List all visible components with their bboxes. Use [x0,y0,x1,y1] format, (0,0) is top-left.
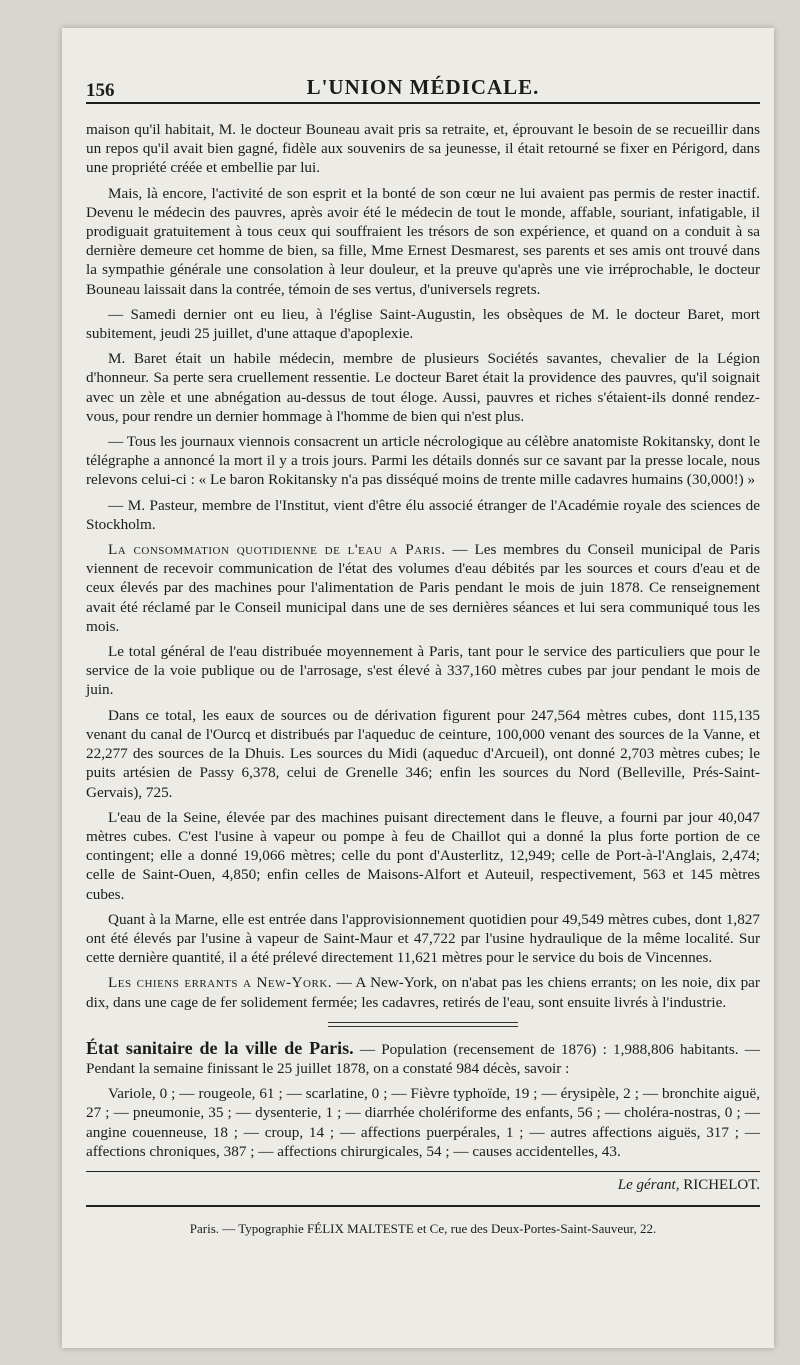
gerant-label: Le gérant, [617,1176,680,1193]
page-header [86,72,760,104]
paragraph-chiens [86,973,760,1011]
gerant-name: RICHELOT. [679,1176,760,1193]
journal-title: L'UNION MÉDICALE. [306,75,540,99]
paragraph-baret-2: M. Baret était un habile médecin, membre de plusieurs Sociétés savantes, chevalier de la Légion d'honneur. Sa perte sera cruellement ressentie. Le docteur Baret était la providence des pauvres, qu'il soignait avec un zèle et une abnégation au-dessus de tout éloge. Aussi, pauvres et riches s'étaient-ils donné rendez-vous, pour rendre un dernier hommage à l'homme de bien qui n'est plus. [86,350,760,425]
printer-line: Paris. — Typographie FÉLIX MALTESTE et Ce, rue des Deux-Portes-Saint-Sauveur, 22. [189,1221,657,1237]
paragraph-etat-sanitaire [86,1039,760,1078]
paragraph-eau-marne: Quant à la Marne, elle est entrée dans l'approvisionnement quotidien pour 49,549 mètres cubes, dont 1,827 ont été élevés par l'usine à vapeur de Saint-Maur et 47,722 par l'usine hydraulique de la même localité. Sur cette dernière quantité, il a été prélevé directement 11,621 mètres pour le service du bois de Vincennes. [86,910,760,967]
paragraph-baret-1: — Samedi dernier ont eu lieu, à l'église Saint-Augustin, les obsèques de M. le docteur Baret, mort subitement, jeudi 25 juillet, d'une attaque d'apoplexie. [86,305,760,343]
paragraph-eau-text: — Les membres du Conseil municipal de Paris viennent de recevoir communication de l'état des volumes d'eau débités par les sources et cours d'eau et de ceux élevés par des machines pour l'alimentation de Paris pendant le mois de juin 1878. Ce renseignement avait été réclamé par le Conseil municipal dans une de ses dernières séances et lui sera communiqué tous les mois. [86,541,760,635]
article-body [86,120,760,1238]
bottom-rule [86,1171,760,1172]
paragraph-eau-seine: L'eau de la Seine, élevée par des machines puisant directement dans le fleuve, a fourni par jour 40,047 mètres cubes. C'est l'usine à vapeur ou pompe à feu de Chaillot qui a donné la plus forte portion de ce contingent; elle a donné 19,066 mètres; celle du pont d'Austerlitz, 12,949; celle de Port-à-l'Anglais, 2,474; celle de Saint-Ouen, 4,850; enfin celles de Maisons-Alfort et Auteuil, respectivement, 563 et 145 mètres cubes. [86,808,760,903]
page-number: 156 [86,80,115,101]
section-title-chiens: Les chiens errants a New-York. [108,974,333,992]
document-page [62,28,774,1348]
paragraph-eau-total: Le total général de l'eau distribuée moyennement à Paris, tant pour le service des particuliers que pour le service de la voie publique ou de l'arrosage, s'est élevé à 337,160 mètres cubes par jour pendant le mois de juin. [86,643,760,699]
section-title-eau: La consommation quotidienne de l'eau a Paris. [108,541,446,559]
paragraph-pasteur: — M. Pasteur, membre de l'Institut, vient d'être élu associé étranger de l'Académie royale des sciences de Stockholm. [86,496,760,533]
footer-rule [86,1205,760,1207]
gerant-signature [86,1176,760,1195]
paragraph-chiens-text: — A New-York, on n'abat pas les chiens errants; on les noie, dix par dix, dans une cage de fer solidement fermée; les cadavres, retirés de l'eau, sont ensuite livrés à l'industrie. [86,974,760,1011]
etat-list: Variole, 0 ; — rougeole, 61 ; — scarlatine, 0 ; — Fièvre typhoïde, 19 ; — érysipèle, 2 ; — bronchite aiguë, 27 ; — pneumonie, 35 ; — dysenterie, 1 ; — diarrhée cholériforme des enfants, 56 ; — choléra-nostras, 0 ; — angine couenneuse, 18 ; — croup, 14 ; — affections puerpérales, 1 ; — autres affections aiguës, 317 ; — affections chroniques, 387 ; — affections chirurgicales, 54 ; — causes accidentelles, 43. [86,1085,760,1160]
paragraph-bouneau-2: Mais, là encore, l'activité de son esprit et la bonté de son cœur ne lui avaient pas permis de rester inactif. Devenu le médecin des pauvres, après avoir été le médecin de tout le monde, affable, souriant, infatigable, il prodiguait gratuitement à tous ceux qui souffraient les trésors de son expérience, et quand on a conduit à sa dernière demeure cet homme de bien, sa fille, Mme Ernest Desmarest, ses parents et ses amis ont trouvé dans la sympathie générale une consolation à leur douleur, et la preuve qu'après une vie irréprochable, le docteur Bouneau laissait dans la contrée, témoin de ses vertus, d'universels regrets. [86,184,760,298]
paragraph-eau-sources: Dans ce total, les eaux de sources ou de dérivation figurent pour 247,564 mètres cubes, dont 115,135 venant du canal de l'Ourcq et distribués par l'aqueduc de ceinture, 100,000 venant des sources de la Vanne, et 22,277 des sources de la Dhuis. Les sources du Midi (aqueduc d'Arcueil), ont donné 2,703 mètres cubes; le puits artésien de Passy 6,378, celui de Grenelle 346; enfin les sources du Nord (Belleville, Prés-Saint-Gervais), 725. [86,706,760,801]
paragraph-bouneau-1: maison qu'il habitait, M. le docteur Bouneau avait pris sa retraite, et, éprouvant le besoin de se recueillir dans un repos qu'il avait bien gagné, fidèle aux souvenirs de sa jeunesse, il était retourné se fixer en Périgord, dans une propriété créée et embellie par lui. [86,121,760,177]
section-divider [328,1022,518,1027]
paragraph-eau [86,540,760,636]
etat-intro: — Population (recensement de 1876) : 1,988,806 habitants. — Pendant la semaine finissant le 25 juillet 1878, on a constaté 984 décès, savoir : [86,1040,760,1077]
paragraph-rokitansky: — Tous les journaux viennois consacrent un article nécrologique au célèbre anatomiste Rokitansky, dont le télégraphe a annoncé la mort il y a trois jours. Parmi les détails donnés sur ce savant par la presse locale, nous relevons celui-ci : « Le baron Rokitansky n'a pas disséqué moins de trente mille cadavres humains (30,000!) » [86,433,760,489]
etat-title: État sanitaire de la ville de Paris. [86,1037,354,1058]
